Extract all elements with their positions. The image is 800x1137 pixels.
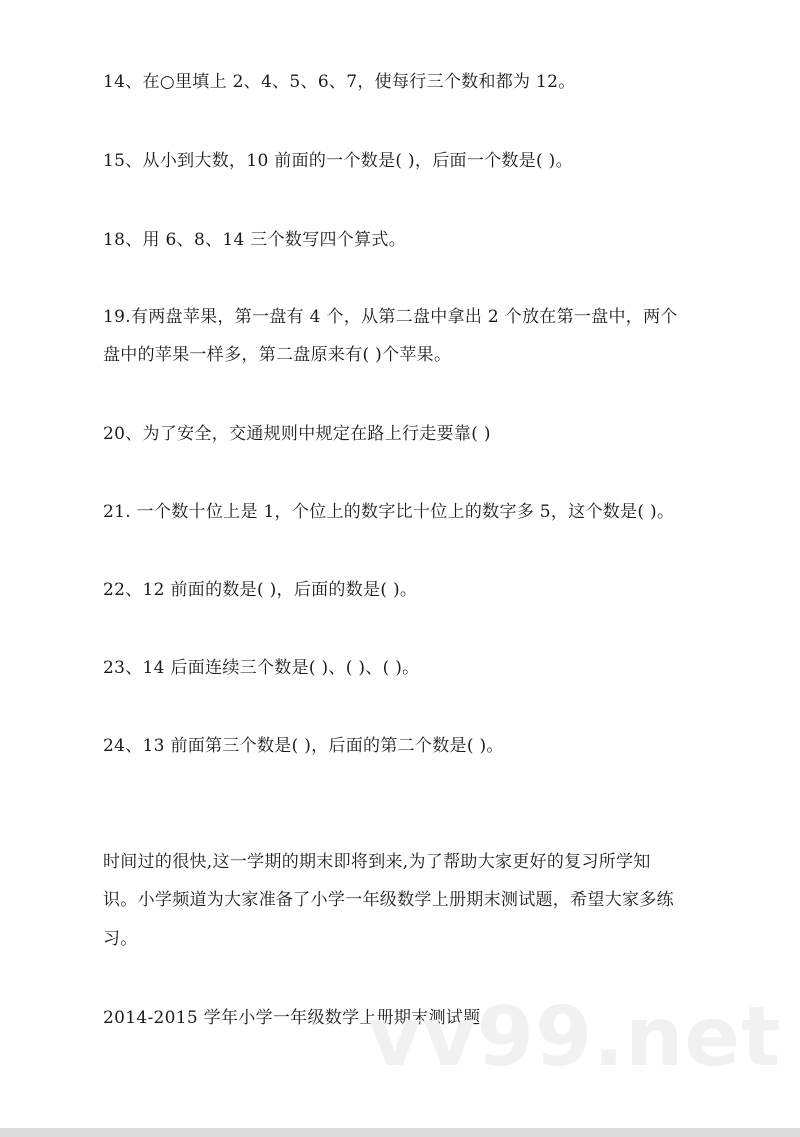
question-14: 14、在○里填上 2、4、5、6、7，使每行三个数和都为 12。 xyxy=(103,72,576,92)
closing-line-1: 时间过的很快,这一学期的期末即将到来,为了帮助大家更好的复习所学知 xyxy=(103,852,651,872)
question-20: 20、为了安全，交通规则中规定在路上行走要靠( ) xyxy=(103,424,491,444)
question-19-line-2: 盘中的苹果一样多，第二盘原来有( )个苹果。 xyxy=(103,345,452,365)
question-23: 23、14 后面连续三个数是( )、( )、( )。 xyxy=(103,658,420,678)
question-21: 21. 一个数十位上是 1，个位上的数字比十位上的数字多 5，这个数是( )。 xyxy=(103,502,675,522)
closing-line-3: 习。 xyxy=(103,929,138,949)
footer-title: 2014-2015 学年小学一年级数学上册期末测试题 xyxy=(103,1008,481,1028)
question-22: 22、12 前面的数是( )，后面的数是( )。 xyxy=(103,580,418,600)
watermark-logo: vv99.net xyxy=(368,990,782,1085)
question-24: 24、13 前面第三个数是( )，后面的第二个数是( )。 xyxy=(103,736,504,756)
question-19-line-1: 19.有两盘苹果，第一盘有 4 个，从第二盘中拿出 2 个放在第一盘中，两个 xyxy=(103,307,678,327)
question-15: 15、从小到大数，10 前面的一个数是( )，后面一个数是( )。 xyxy=(103,151,573,171)
page-bottom-edge xyxy=(0,1128,800,1137)
question-18: 18、用 6、8、14 三个数写四个算式。 xyxy=(103,230,407,250)
closing-line-2: 识。小学频道为大家准备了小学一年级数学上册期末测试题，希望大家多练 xyxy=(103,890,674,910)
